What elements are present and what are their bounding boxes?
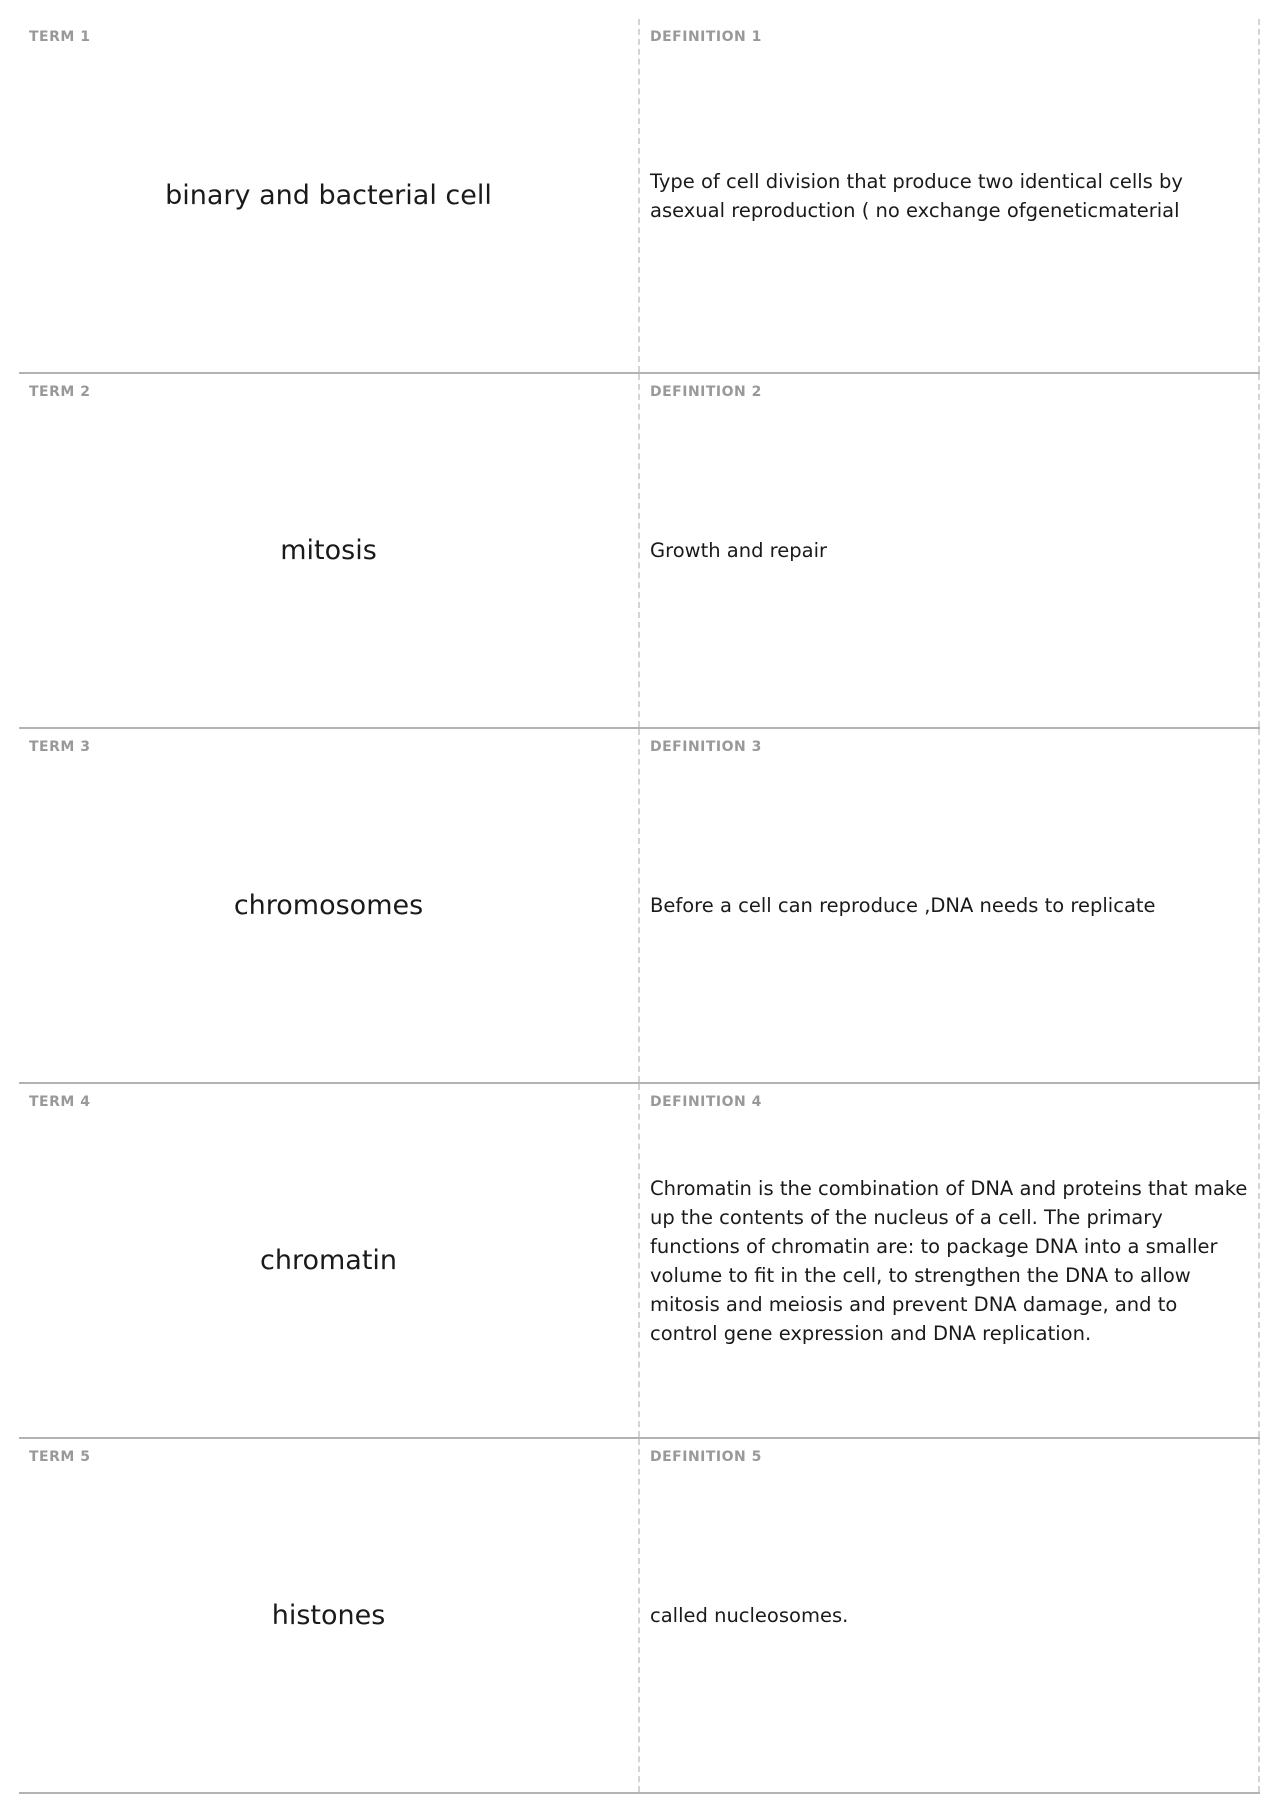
definition-content: Chromatin is the combination of DNA and proteins that make up the contents of the nucleus of a cell. The primary functions of chromatin are: to package DNA into a smaller volume to fit in the cell, to strengthen the DNA to allow mitosis and meiosis and prevent DNA damage, and to control gene expression and DNA replication. (650, 1176, 1248, 1345)
flashcard-row-1 (19, 19, 1260, 374)
definition-content: Before a cell can reproduce ,DNA needs to replicate (650, 894, 1156, 917)
term-text: chromatin (259, 1245, 398, 1276)
definition-cell (640, 1084, 1260, 1437)
term-cell (19, 1084, 640, 1437)
definition-label: DEFINITION 5 (650, 1449, 762, 1465)
term-cell (19, 729, 640, 1082)
term-label: TERM 2 (29, 384, 91, 400)
term-label: TERM 3 (29, 739, 91, 755)
flashcard-row-5 (19, 1439, 1260, 1794)
definition-content: Type of cell division that produce two identical cells by asexual reproduction ( no exchange ofgeneticmaterial (650, 169, 1183, 222)
term-label: TERM 1 (29, 29, 91, 45)
term-text: mitosis (280, 535, 377, 566)
definition-content: called nucleosomes. (650, 1604, 849, 1627)
flashcard-row-2 (19, 374, 1260, 729)
definition-content: Growth and repair (650, 539, 828, 562)
definition-text (650, 374, 1250, 727)
definition-cell (640, 19, 1260, 372)
definition-cell (640, 729, 1260, 1082)
definition-label: DEFINITION 4 (650, 1094, 762, 1110)
definition-cell (640, 374, 1260, 727)
definition-label: DEFINITION 1 (650, 29, 762, 45)
term-text: histones (271, 1600, 386, 1631)
definition-label: DEFINITION 2 (650, 384, 762, 400)
term-cell (19, 1439, 640, 1792)
term-cell (19, 374, 640, 727)
flashcard-row-3 (19, 729, 1260, 1084)
flashcard-row-4 (19, 1084, 1260, 1439)
term-text: chromosomes (233, 890, 424, 921)
definition-text (650, 19, 1250, 372)
definition-cell (640, 1439, 1260, 1792)
term-label: TERM 5 (29, 1449, 91, 1465)
term-label: TERM 4 (29, 1094, 91, 1110)
definition-text (650, 1439, 1250, 1792)
term-text: binary and bacterial cell (165, 180, 492, 211)
term-cell (19, 19, 640, 372)
flashcard-sheet (19, 19, 1260, 1794)
definition-label: DEFINITION 3 (650, 739, 762, 755)
definition-text (650, 729, 1250, 1082)
definition-text (650, 1084, 1250, 1437)
